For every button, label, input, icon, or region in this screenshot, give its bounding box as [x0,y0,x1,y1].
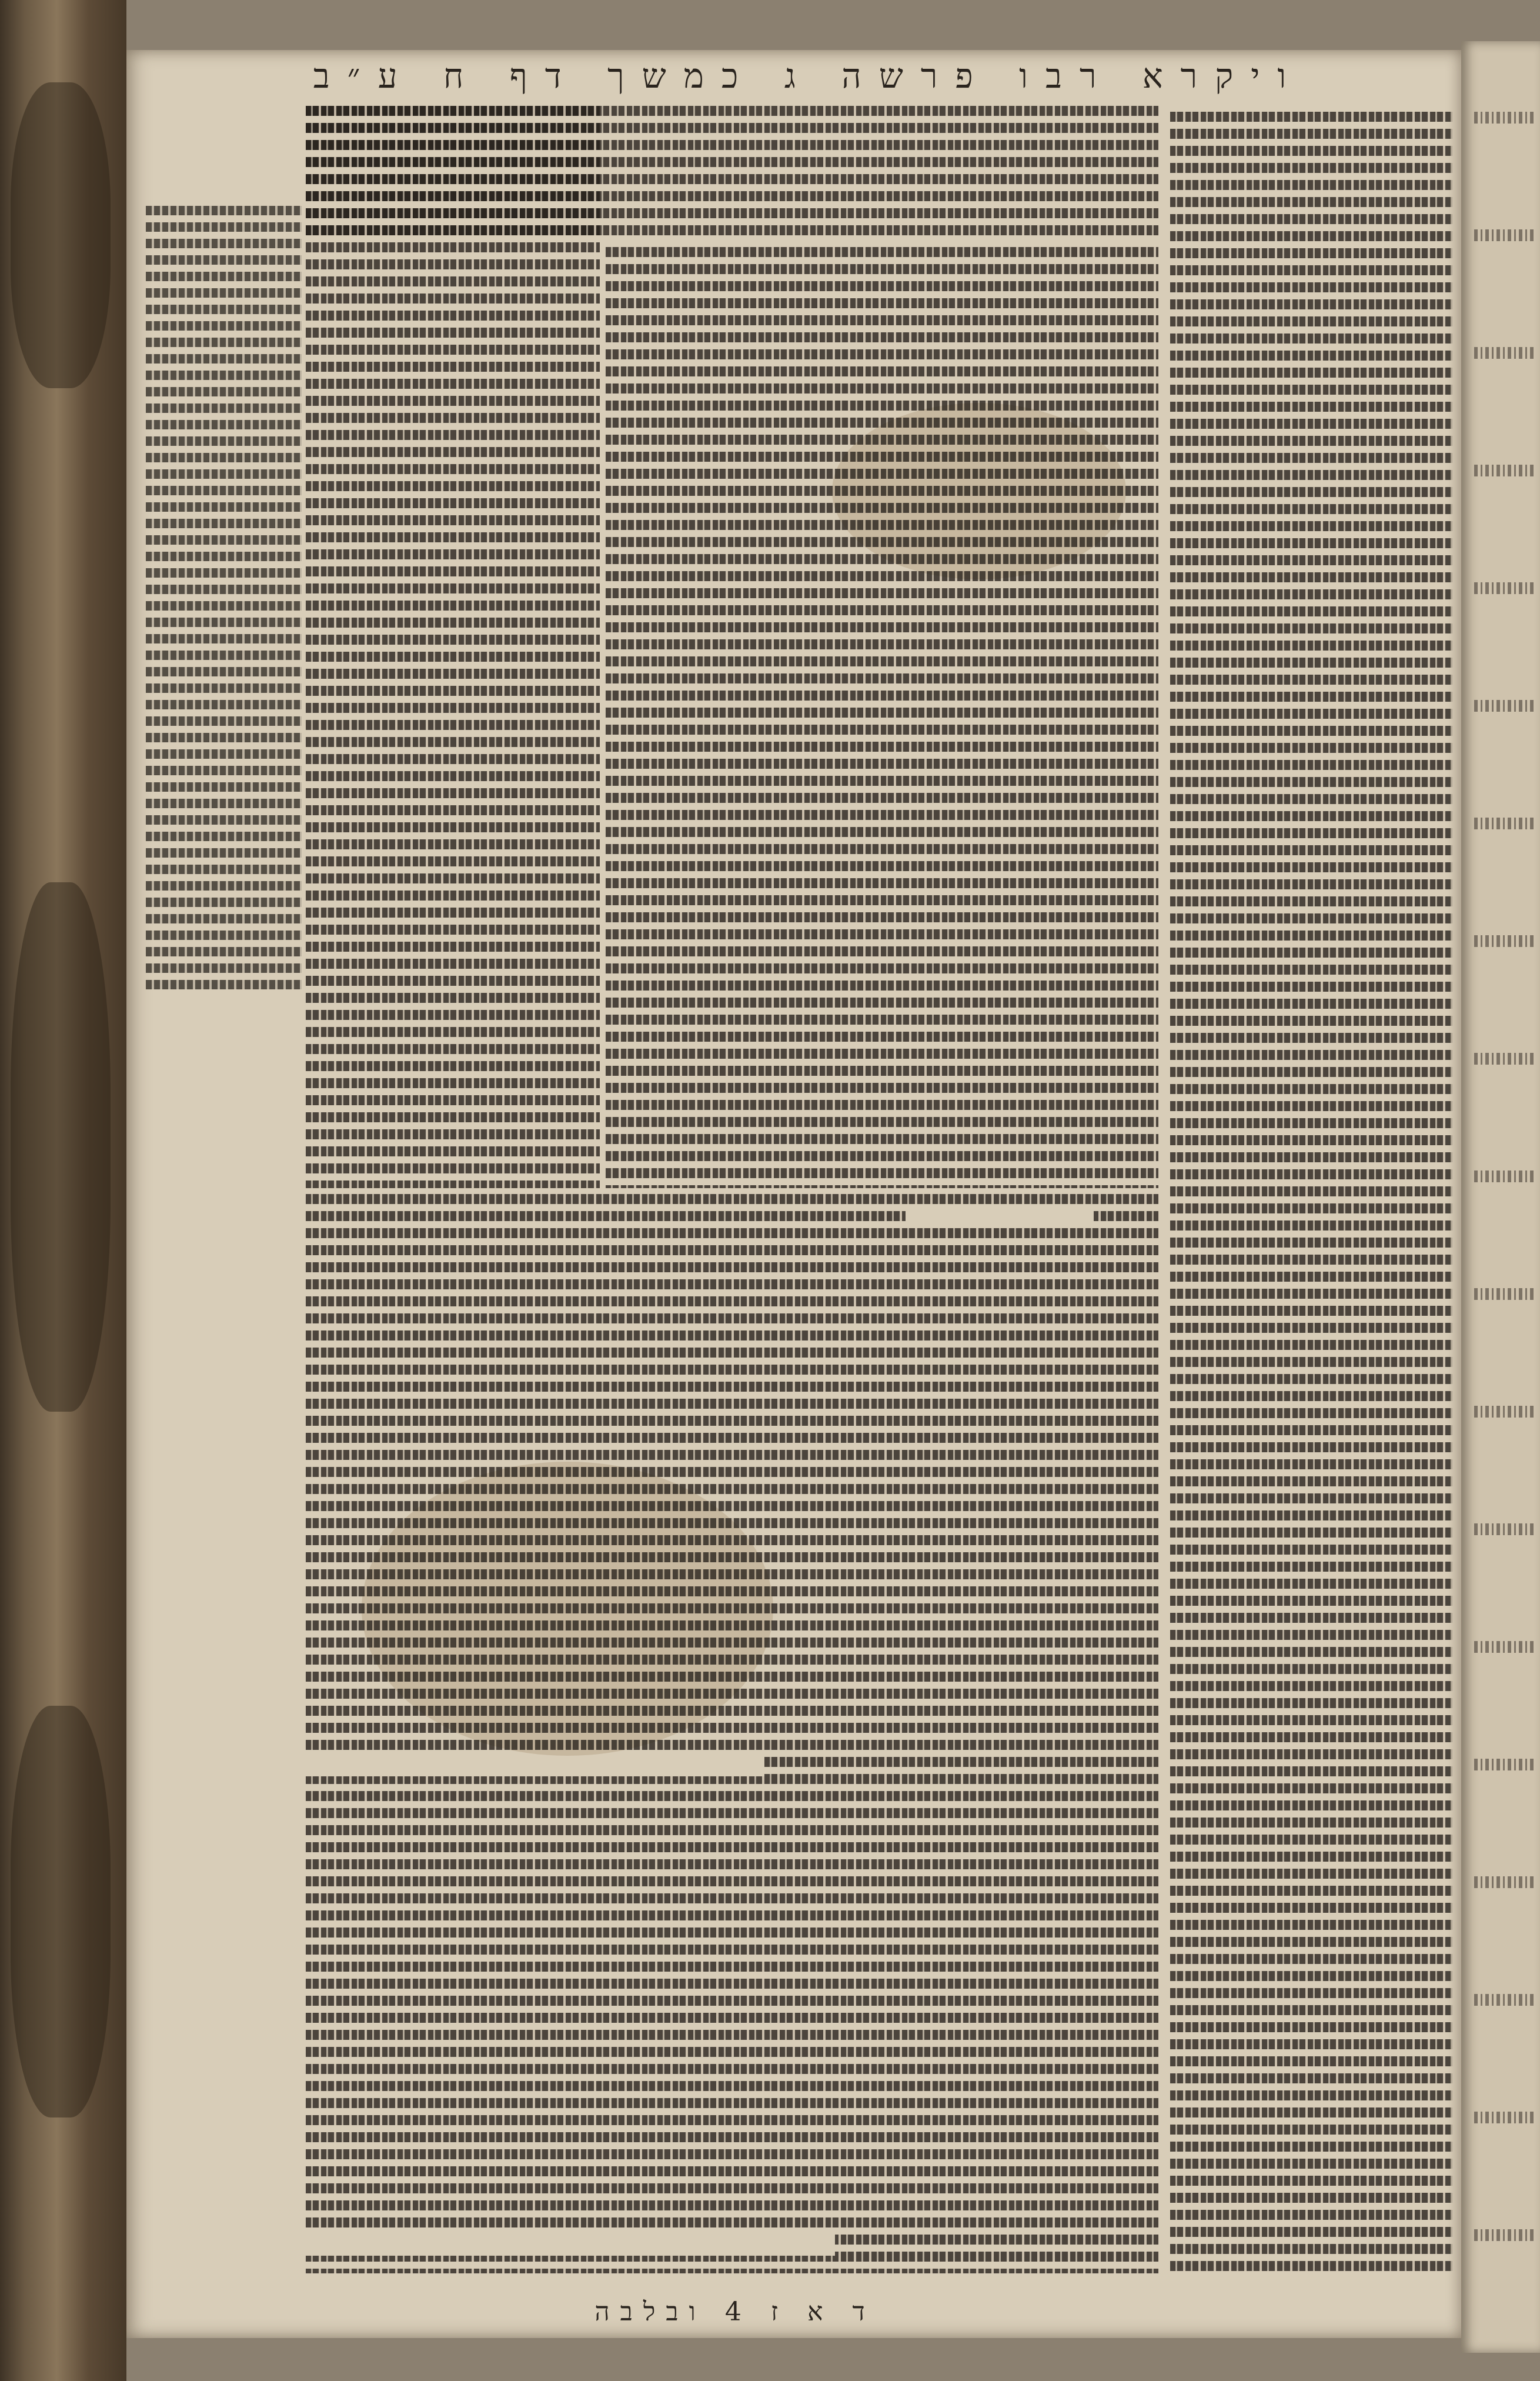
section-break-middle [906,1206,1094,1225]
section-break-lower [306,1756,764,1776]
column-right-text-block [1170,112,1452,2276]
column-bottom-left-text-block [306,1194,1158,2273]
section-break-bottom [306,2232,835,2256]
footer-signature: ד א ז 4 ובלבה [594,2297,876,2327]
book-binding-edge [0,0,126,2381]
marginal-note-upper [146,206,302,994]
running-header: ויקרא רבו פרשה ג כמשך דף ח ע״ב [313,56,1304,96]
column-top-left-text-block [306,106,600,1188]
opening-heading-line [306,106,1158,235]
adjacent-page-edge [1461,41,1540,2353]
column-top-middle-text-block [606,247,1158,1188]
